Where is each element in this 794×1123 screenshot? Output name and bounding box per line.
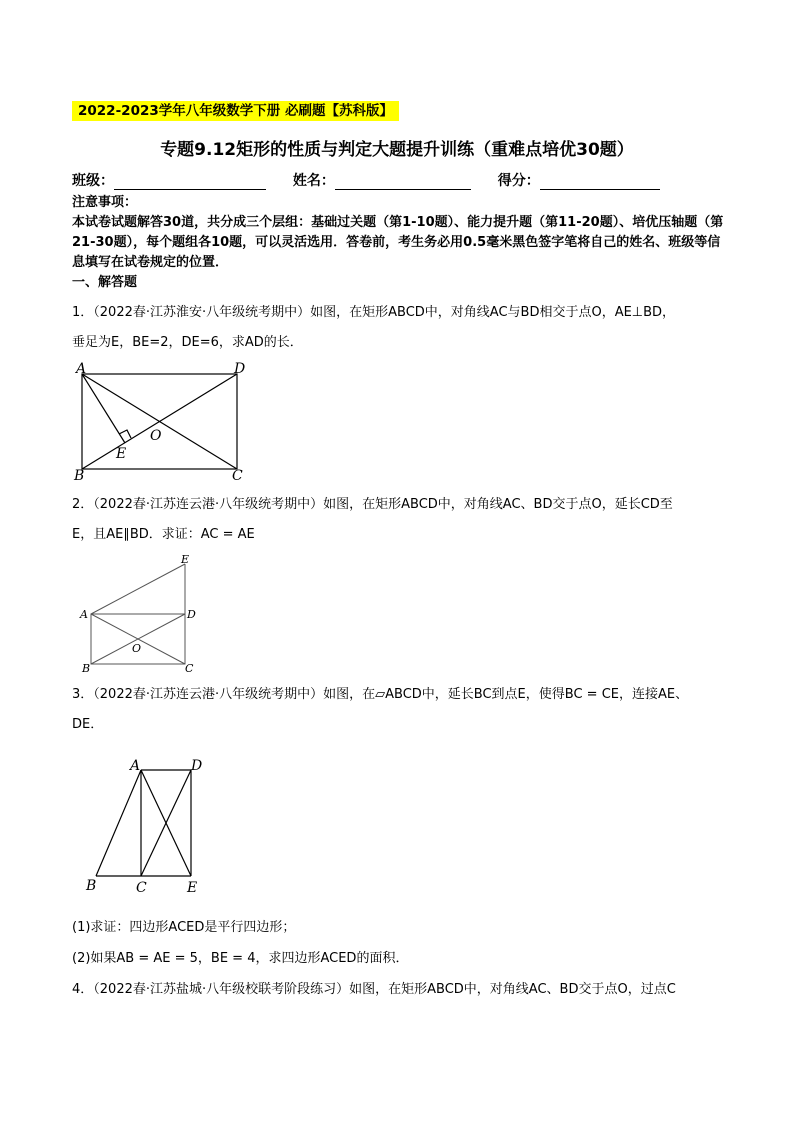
figure-1-label-c: C: [232, 468, 243, 484]
figure-2-label-d: D: [187, 608, 196, 621]
figure-2-label-c: C: [185, 662, 194, 674]
figure-3-parallelogram: [78, 752, 208, 898]
name-label: 姓名：: [292, 173, 335, 189]
figure-3-label-e: E: [187, 880, 198, 896]
name-blank[interactable]: [335, 175, 471, 190]
figure-1-label-a: A: [76, 361, 87, 377]
question-4-line-1: 4．（2022春·江苏盐城·八年级校联考阶段练习）如图，在矩形ABCD中，对角线AC、BD交于点O，过点C: [72, 982, 676, 997]
question-2-line-2: E，且AE∥BD．求证：AC = AE: [72, 527, 255, 542]
notes-heading: 注意事项：: [72, 195, 138, 210]
figure-3-label-b: B: [86, 878, 97, 894]
score-blank[interactable]: [540, 175, 660, 190]
question-3-part-1: (1)求证：四边形ACED是平行四边形；: [72, 920, 296, 935]
class-label: 班级：: [72, 173, 114, 189]
notes-body: 本试卷试题解答30道，共分成三个层组：基础过关题（第1-10题）、能力提升题（第11-20题）、培优压轴题（第21-30题），每个题组各10题，可以灵活选用．答卷前，考生务必用0.5毫米黑色签字笔将自己的姓名、班级等信息填写在试卷规定的位置．: [72, 215, 724, 270]
question-3-part-2: (2)如果AB = AE = 5，BE = 4，求四边形ACED的面积．: [72, 951, 409, 966]
figure-1-label-b: B: [74, 468, 85, 484]
figure-2-label-b: B: [82, 662, 91, 674]
student-info-fields: [72, 170, 682, 190]
section-heading: 一、解答题: [72, 275, 138, 290]
figure-1-label-o: O: [150, 428, 162, 444]
figure-3-label-a: A: [130, 758, 141, 774]
figure-3-label-d: D: [191, 758, 203, 774]
figure-2-rectangle-extension: [76, 552, 206, 674]
header-banner: 2022-2023学年八年级数学下册 必刷题【苏科版】: [72, 101, 399, 121]
question-3-line-1: 3．（2022春·江苏连云港·八年级统考期中）如图，在▱ABCD中，延长BC到点E，使得BC = CE，连接AE、: [72, 687, 689, 702]
question-1-line-2: 垂足为E，BE=2，DE=6，求AD的长．: [72, 335, 303, 350]
page-title: 专题9.12矩形的性质与判定大题提升训练（重难点培优30题）: [160, 140, 634, 160]
figure-1-rectangle: [70, 360, 260, 485]
figure-2-label-o: O: [132, 642, 142, 655]
question-3-line-2: DE．: [72, 717, 104, 732]
figure-1-label-d: D: [234, 361, 246, 377]
question-2-line-1: 2．（2022春·江苏连云港·八年级统考期中）如图，在矩形ABCD中，对角线AC、BD交于点O，延长CD至: [72, 497, 673, 512]
question-1-line-1: 1．（2022春·江苏淮安·八年级统考期中）如图，在矩形ABCD中，对角线AC与BD相交于点O，AE⊥BD，: [72, 305, 676, 320]
class-blank[interactable]: [114, 175, 266, 190]
figure-2-label-a: A: [80, 608, 88, 621]
score-label: 得分：: [497, 173, 540, 189]
figure-2-label-e: E: [181, 553, 190, 566]
figure-1-label-e: E: [116, 446, 127, 462]
figure-3-label-c: C: [136, 880, 147, 896]
